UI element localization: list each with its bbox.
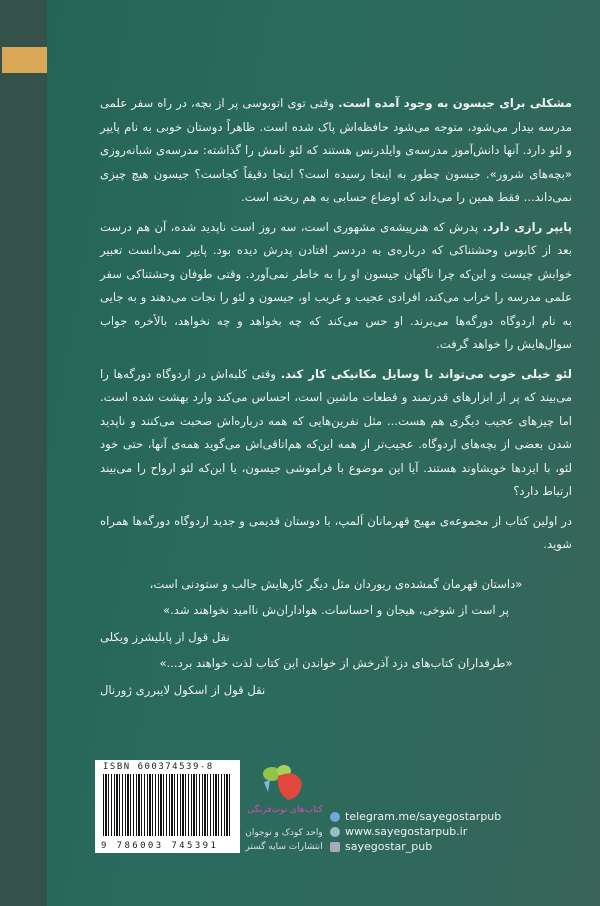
contact-text: telegram.me/sayegostarpub [345, 810, 502, 823]
contact-list [330, 809, 501, 854]
brand-name: کتاب‌های توت‌فرنگی [247, 805, 323, 815]
quote-line: پر است از شوخی، هیجان و احساسات. هواداران‌ش ناامید نخواهند شد.» [163, 603, 509, 617]
paragraph-text: وقتی کلبه‌اش در اردوگاه دورگه‌ها را می‌بیند که پر از ابزارهای قدرتمند و قطعات ماشین است، احساس می‌کند وارد بهشت شده است. اما چیزهای عجیب دیگری هم هست... مثل نفرین‌هایی که همه درباره‌اش صحبت می‌کنند و ناپدید شدن بعضی از بچه‌های اردوگاه. عجیب‌تر از همه این‌که هم‌اتاقی‌اش می‌گوید همه‌ی آنها، حتی خود لئو، با ایزدها خویشاوند هستند. آیا این موضوع با فراموشی جیسون، یا این‌که لئو ارواح را می‌بیند ارتباط دارد؟ [100, 366, 572, 498]
contact-website [330, 824, 501, 839]
isbn-barcode [95, 760, 240, 853]
contact-text: www.sayegostarpub.ir [345, 825, 468, 838]
quote-source: نقل قول از اسکول لایبرری ژورنال [100, 682, 266, 697]
strawberry-logo-icon [250, 762, 320, 802]
paragraph-2 [100, 216, 572, 357]
contact-telegram [330, 809, 501, 824]
publisher-title: انتشارات سایه گستر [245, 842, 323, 852]
lead-bold: پایپر رازی دارد. [482, 219, 573, 234]
globe-icon [330, 827, 340, 837]
paragraph-3 [100, 363, 572, 504]
instagram-icon [330, 842, 340, 852]
quote-line: «داستان قهرمان گمشده‌ی ریوردان مثل دیگر کارهایش جالب و ستودنی است، [149, 576, 523, 591]
paragraph-4: در اولین کتاب از مجموعه‌ی مهیج قهرمانان اَلمپ، با دوستان قدیمی و جدید اردوگاه دورگه‌ها همراه شوید. [100, 513, 572, 551]
spine-strip [0, 0, 47, 906]
lead-bold: لئو خیلی خوب می‌تواند با وسایل مکانیکی کار کند. [280, 366, 572, 381]
quote-line: «طرفداران کتاب‌های دزد آذرخش از خواندن این کتاب لذت خواهند برد...» [159, 656, 513, 670]
accent-block [2, 47, 47, 73]
paragraph-text: وقتی توی اتوبوسی پر از بچه، در راه سفر علمی مدرسه بیدار می‌شود، متوجه می‌شود حافظه‌اش پاک شده است. ظاهراً دوستان خوبی به نام پایپر و لئو دارد. آنها دانش‌آموز مدرسه‌ی وایلدرنس هستند که لئو نامش را گذاشته: مدرسه‌ی شبانه‌روزی «بچه‌های شرور». جیسون چطور به اینجا رسیده است؟ اینجا دقیقاً کجاست؟ جیسون هیچ چیزی نمی‌داند... فقط همین را می‌داند که اوضاع حسابی به هم ریخته است. [100, 96, 572, 204]
quote-source: نقل قول از پابلیشرز ویکلی [100, 629, 230, 644]
cover-text [100, 92, 572, 705]
ean-text: 9 786003 745391 [101, 841, 219, 851]
contact-text: sayegostar_pub [345, 840, 433, 853]
contact-instagram [330, 839, 501, 854]
isbn-text: ISBN 600374539-8 [103, 762, 214, 772]
paragraph-1 [100, 92, 572, 210]
publisher-name [244, 826, 324, 854]
barcode-bars [103, 774, 231, 836]
telegram-icon [330, 812, 340, 822]
lead-bold: مشکلی برای جیسون به وجود آمده است. [338, 96, 572, 110]
review-quotes [100, 573, 572, 703]
paragraph-text: پدرش که هنرپیشه‌ی مشهوری است، سه روز است ناپدید شده، آن هم درست بعد از کابوس وحشتناکی که درباره‌ی به دردسر افتادن پدرش دیده بود. پایپر نمی‌دانست تعبیر خوابش چیست و این‌که چرا ناگهان جیسون او را به خاطر نمی‌آورد. وقتی طوفان وحشتناکی سفر علمی مدرسه را خراب می‌کند، افرادی عجیب و غریب او، جیسون و لئو را نجات می‌دهند و به جایی به نام اردوگاه دورگه‌ها می‌برند. او حس می‌کند که چه بخواهد و چه نخواهد، بالأخره جواب سوال‌هایش را خواهد گرفت. [100, 219, 572, 351]
publisher-unit: واحد کودک و نوجوان [245, 828, 323, 838]
back-cover-blurb [100, 92, 572, 557]
